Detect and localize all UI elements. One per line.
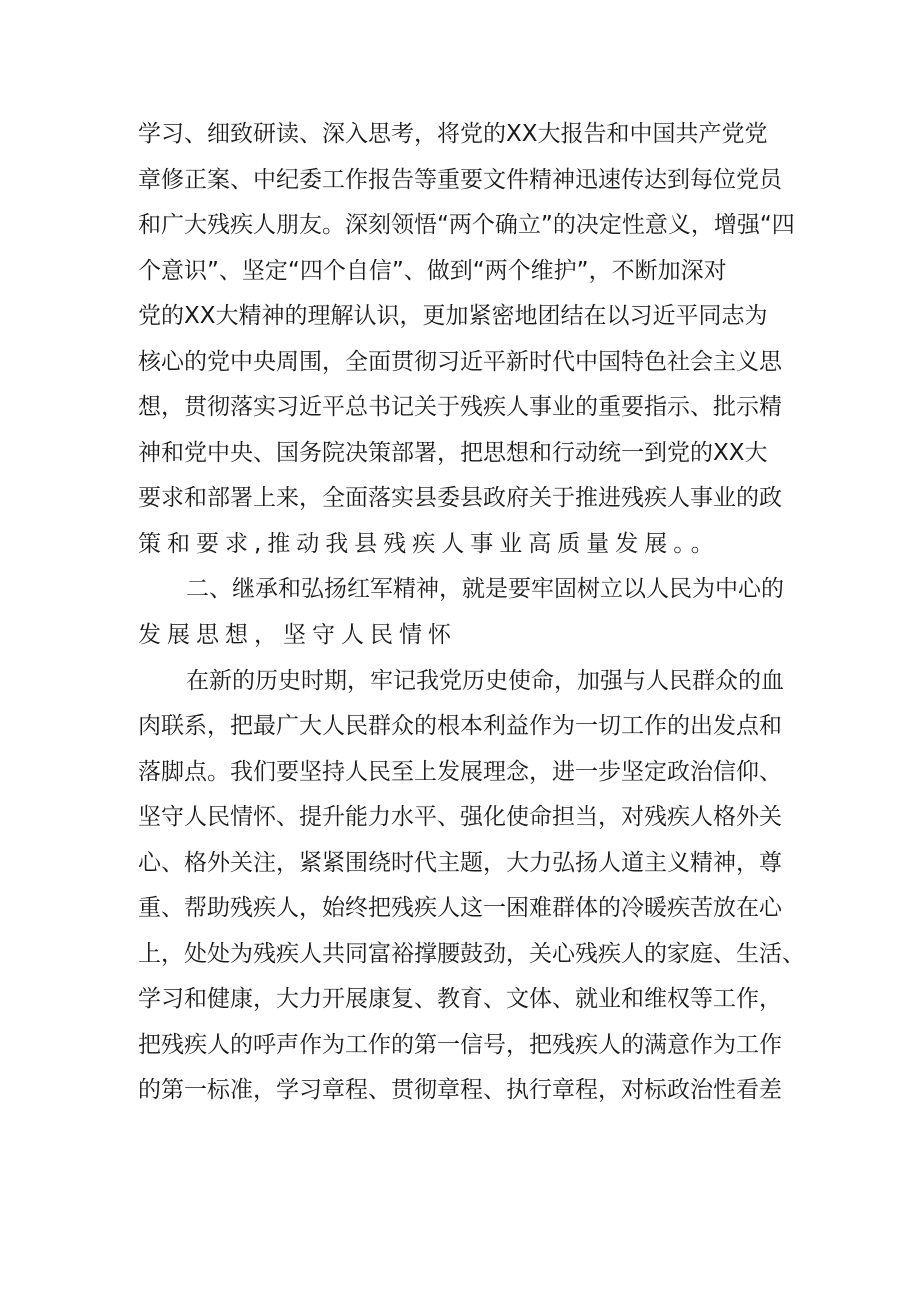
text-line: 重、帮助残疾人，始终把残疾人这一困难群体的冷暖疾苦放在心: [138, 895, 782, 922]
text-line: 想，贯彻落实习近平总书记关于残疾人事业的重要指示、批示精: [138, 394, 782, 421]
text-line: 发展思想，坚守人民情怀: [138, 622, 457, 649]
text-line: 章修正案、中纪委工作报告等重要文件精神迅速传达到每位党员: [138, 166, 782, 193]
text-line: 策和要求,推动我县残疾人事业高质量发展。。: [138, 530, 720, 557]
text-line: 心、格外关注，紧紧围绕时代主题，大力弘扬人道主义精神，尊: [138, 849, 782, 876]
text-line: 学习和健康，大力开展康复、教育、文体、就业和维权等工作，: [138, 986, 782, 1013]
text-line: 坚守人民情怀、提升能力水平、强化使命担当，对残疾人格外关: [138, 804, 782, 831]
paragraph-first-line: 在新的历史时期，牢记我党历史使命，加强与人民群众的血: [186, 667, 784, 694]
body-text: [138, 112, 818, 1114]
text-line: 个意识”、坚定“四个自信”、做到“两个维护”，不断加深对: [138, 257, 727, 284]
text-line: 肉联系，把最广大人民群众的根本利益作为一切工作的出发点和: [138, 713, 782, 740]
text-line: 要求和部署上来，全面落实县委县政府关于推进残疾人事业的政: [138, 485, 782, 512]
paragraph-first-line: 二、继承和弘扬红军精神，就是要牢固树立以人民为中心的: [186, 576, 784, 603]
text-line: 落脚点。我们要坚持人民至上发展理念，进一步坚定政治信仰、: [138, 758, 782, 785]
text-line: 神和党中央、国务院决策部署，把思想和行动统一到党的XX大: [138, 439, 768, 466]
text-line: 学习、细致研读、深入思考，将党的XX大报告和中国共产党党: [138, 121, 768, 147]
text-line: 和广大残疾人朋友。深刻领悟“两个确立”的决定性意义，增强“四: [138, 212, 795, 239]
text-line: 上，处处为残疾人共同富裕撑腰鼓劲，关心残疾人的家庭、生活、: [138, 940, 805, 967]
text-line: 的第一标准，学习章程、贯彻章程、执行章程，对标政治性看差: [138, 1077, 782, 1104]
text-line: 党的XX大精神的理解认识，更加紧密地团结在以习近平同志为: [138, 303, 768, 330]
text-line: 核心的党中央周围，全面贯彻习近平新时代中国特色社会主义思: [138, 348, 782, 375]
text-line: 把残疾人的呼声作为工作的第一信号，把残疾人的满意作为工作: [138, 1031, 782, 1058]
